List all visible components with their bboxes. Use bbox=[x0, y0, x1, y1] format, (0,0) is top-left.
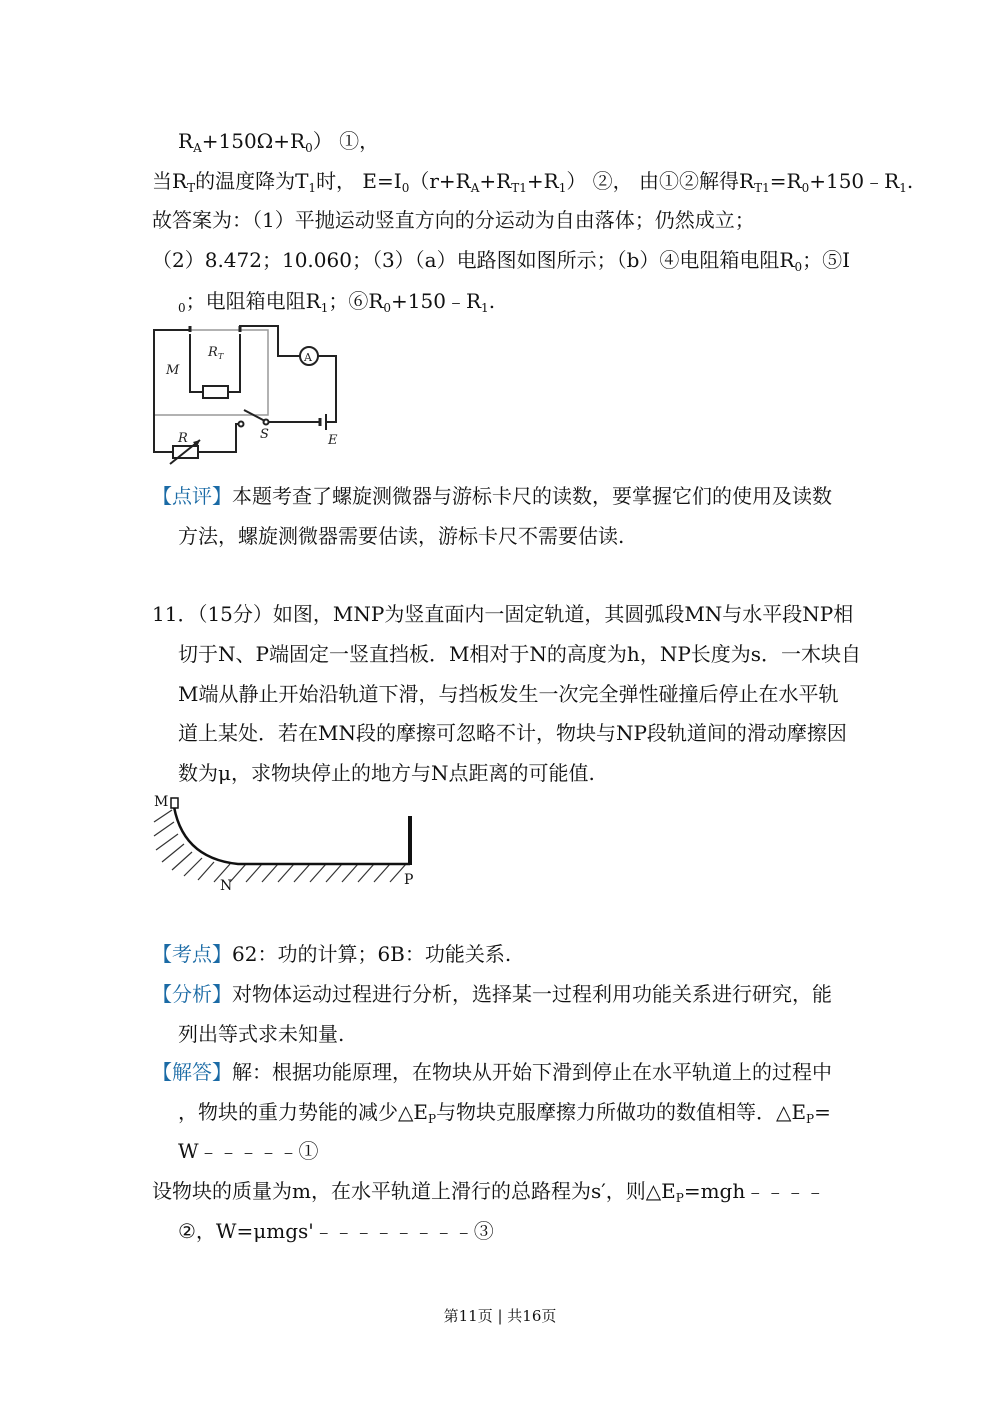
jieda-line-3: W﹣﹣﹣﹣﹣① bbox=[178, 1139, 319, 1163]
fenxi-tag: 【分析】 bbox=[152, 982, 232, 1006]
svg-text:A: A bbox=[304, 351, 312, 364]
formula-line-1: $R_A+150\Omega+R_0$） ①， bbox=[178, 129, 380, 155]
block bbox=[171, 798, 178, 808]
svg-text:R: R bbox=[208, 345, 218, 360]
svg-text:S: S bbox=[260, 427, 269, 442]
track-diagram bbox=[148, 788, 428, 896]
jieda-line-4: 设物块的质量为m，在水平轨道上滑行的总路程为s′，则$\triangle E_P=mgh﹣﹣﹣﹣$ bbox=[152, 1179, 826, 1205]
question-11-line-3: M端从静止开始沿轨道下滑，与挡板发生一次完全弹性碰撞后停止在水平轨 bbox=[178, 682, 839, 706]
jieda-line-1: 【解答】解：根据功能原理，在物块从开始下滑到停止在水平轨道上的过程中 bbox=[152, 1060, 832, 1084]
svg-text:E: E bbox=[328, 433, 338, 448]
comment-line-1: 【点评】本题考查了螺旋测微器与游标卡尺的读数，要掌握它们的使用及读数 bbox=[152, 484, 832, 508]
formula-line-2: 当$R_T$的温度降为$T_1$时， $E=I_0(r+R_A+R_{T1}+R_1)$ ②， 由①②解得$R_{T1}=R_0+150﹣R_1$. bbox=[152, 169, 914, 195]
jieda-line-5: ②，W=μmgs'﹣﹣﹣﹣﹣﹣﹣﹣③ bbox=[178, 1219, 494, 1243]
svg-text:N: N bbox=[220, 878, 233, 894]
comment-line-2: 方法，螺旋测微器需要估读，游标卡尺不需要估读. bbox=[178, 524, 625, 548]
question-11-line-4: 道上某处．若在MN段的摩擦可忽略不计，物块与NP段轨道间的滑动摩擦因 bbox=[178, 721, 847, 745]
question-11-line-5: 数为μ，求物块停止的地方与N点距离的可能值. bbox=[178, 761, 595, 785]
comment-tag: 【点评】 bbox=[152, 484, 232, 508]
svg-text:P: P bbox=[404, 872, 414, 888]
kaodian-line: 【考点】62：功的计算；6B：功能关系. bbox=[152, 942, 512, 966]
fenxi-line-2: 列出等式求未知量. bbox=[178, 1022, 345, 1046]
circuit-diagram bbox=[148, 322, 348, 467]
track-path bbox=[173, 800, 410, 864]
page-footer: 第11页 | 共16页 bbox=[443, 1307, 557, 1325]
svg-text:R: R bbox=[178, 431, 188, 446]
thermistor-rt bbox=[203, 386, 228, 398]
kaodian-tag: 【考点】 bbox=[152, 942, 232, 966]
svg-text:M: M bbox=[166, 363, 180, 378]
svg-text:M: M bbox=[154, 794, 169, 810]
jieda-tag: 【解答】 bbox=[152, 1060, 232, 1084]
answer-line: 故答案为：（1）平抛运动竖直方向的分运动为自由落体；仍然成立； bbox=[152, 208, 755, 232]
question-11-line-2: 切于N、P端固定一竖直挡板．M相对于N的高度为h，NP长度为s．一木块自 bbox=[178, 642, 862, 666]
question-11-line-1: 11．（15分）如图，MNP为竖直面内一固定轨道，其圆弧段MN与水平段NP相 bbox=[152, 602, 854, 626]
fenxi-line-1: 【分析】对物体运动过程进行分析，选择某一过程利用功能关系进行研究，能 bbox=[152, 982, 832, 1006]
jieda-line-2: ，物块的重力势能的减少$\triangle E_P$与物块克服摩擦力所做功的数值相等．$\triangle E_P=$ bbox=[178, 1100, 831, 1126]
answer-line-3: $_0$；电阻箱电阻$R_1$；$⑥R_0+150﹣R_1$. bbox=[178, 289, 496, 315]
svg-text:T: T bbox=[218, 352, 224, 361]
answer-line-2: （2）8.472；10.060；（3）（a）电路图如图所示；（b）④电阻箱电阻$R_0$；⑤I bbox=[152, 248, 851, 274]
